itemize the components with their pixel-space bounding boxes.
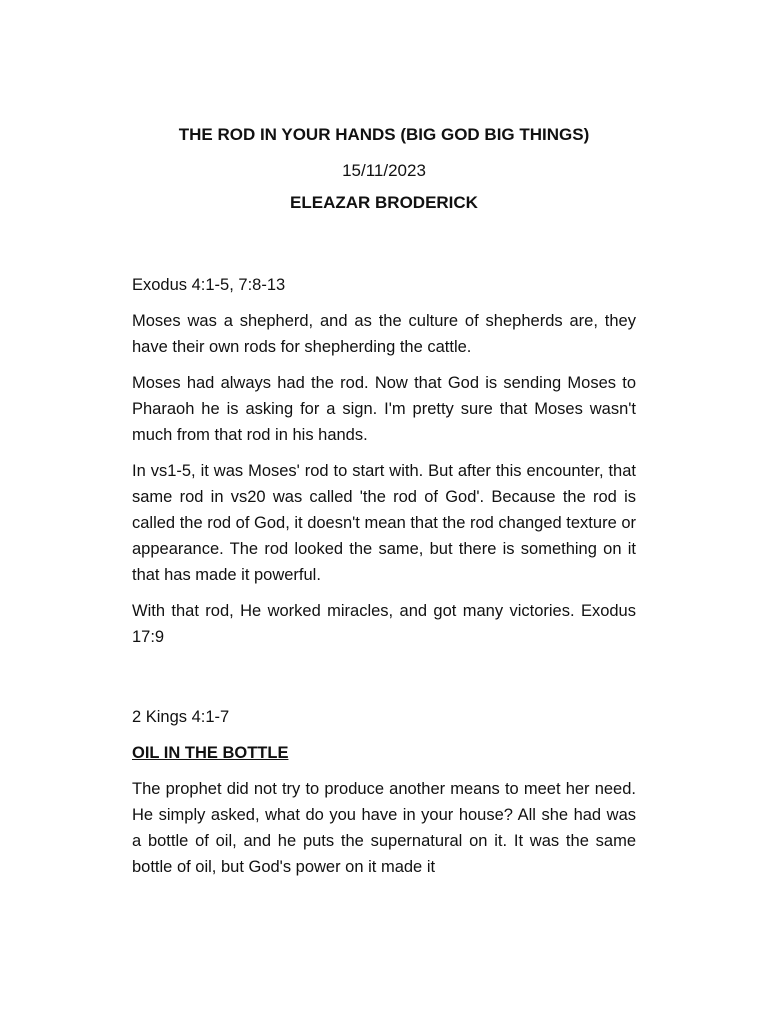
body-paragraph: The prophet did not try to produce another means to meet her need. He simply asked, what do you have in your house? All she had was a bottle of oil, and he puts the supernatural on it. It was the same bottle of oil, but God's power on it made it [132,780,636,876]
document-page [132,122,636,880]
scripture-reference: Exodus 4:1-5, 7:8-13 [132,276,286,294]
document-date: 15/11/2023 [342,161,426,180]
section-heading: OIL IN THE BOTTLE [132,744,289,762]
body-paragraph: With that rod, He worked miracles, and got many victories. Exodus 17:9 [132,602,636,646]
body-paragraph: In vs1-5, it was Moses' rod to start with. But after this encounter, that same rod in vs20 was called 'the rod of God'. Because the rod is called the rod of God, it doesn't mean that the rod changed texture or appearance. The rod looked the same, but there is something on it that has made it powerful. [132,462,636,584]
scripture-reference: 2 Kings 4:1-7 [132,708,230,726]
document-author: ELEAZAR BRODERICK [290,193,478,212]
document-title: THE ROD IN YOUR HANDS (BIG GOD BIG THINGS) [178,125,590,144]
body-paragraph: Moses was a shepherd, and as the culture of shepherds are, they have their own rods for shepherding the cattle. [132,312,636,356]
body-paragraph: Moses had always had the rod. Now that God is sending Moses to Pharaoh he is asking for a sign. I'm pretty sure that Moses wasn't much from that rod in his hands. [132,374,636,444]
